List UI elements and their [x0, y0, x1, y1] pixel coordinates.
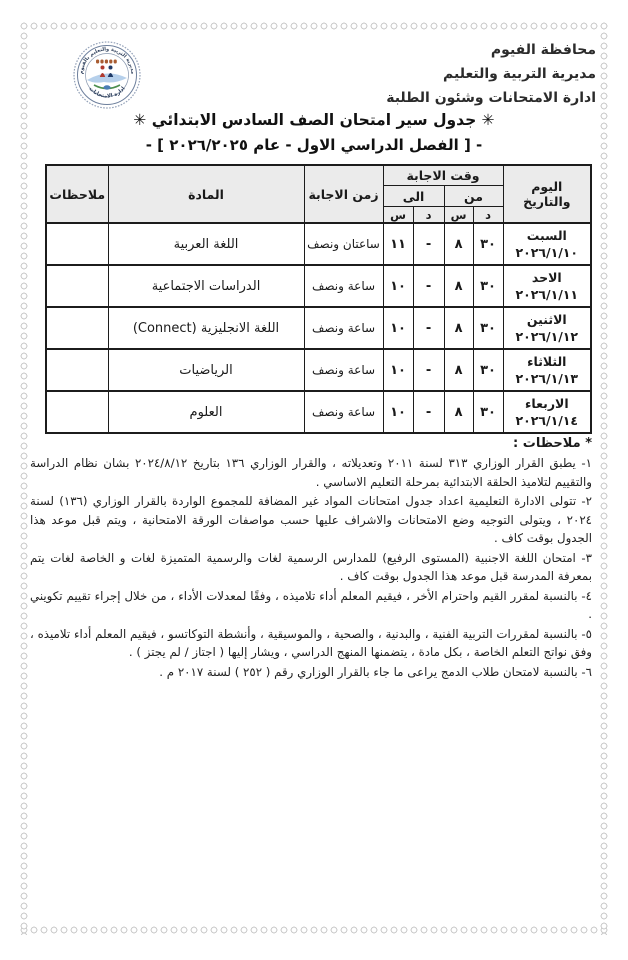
subject-cell: اللغة العربية: [108, 223, 304, 265]
day-cell: [503, 349, 591, 391]
duration-cell: ساعة ونصف: [304, 265, 383, 307]
from-header: من: [444, 186, 503, 207]
notes-heading: * ملاحظات :: [513, 436, 592, 451]
duration-cell: ساعة ونصف: [304, 391, 383, 433]
day-cell: [503, 391, 591, 433]
directorate-seal-icon: [72, 40, 142, 110]
to-minutes-cell: -: [413, 307, 444, 349]
to-minutes-header: د: [413, 207, 444, 224]
from-hours-header: س: [444, 207, 473, 224]
org-line-exams-admin: ادارة الامتحانات وشئون الطلبة: [386, 90, 596, 106]
col-notes-header: ملاحظات: [46, 165, 108, 223]
from-minutes-header: د: [473, 207, 503, 224]
seal-badge-icon: [103, 85, 110, 89]
note-cell: [46, 223, 108, 265]
note-cell: [46, 265, 108, 307]
stamp-border-left: [19, 21, 29, 935]
note-cell: [46, 391, 108, 433]
from-minutes-cell: ٣٠: [473, 349, 503, 391]
to-hours-cell: ١٠: [383, 391, 413, 433]
day-cell: [503, 307, 591, 349]
table-row: [46, 307, 591, 349]
seal-wing-icon: [87, 73, 127, 82]
day-date: ٢٠٢٦/١/١٠: [515, 245, 579, 260]
duration-cell: ساعة ونصف: [304, 349, 383, 391]
duration-cell: ساعتان ونصف: [304, 223, 383, 265]
org-header: [386, 38, 596, 110]
from-minutes-cell: ٣٠: [473, 307, 503, 349]
from-minutes-cell: ٣٠: [473, 391, 503, 433]
exam-schedule-table: [45, 164, 592, 434]
to-hours-cell: ١٠: [383, 265, 413, 307]
table-row: [46, 265, 591, 307]
to-hours-header: س: [383, 207, 413, 224]
day-date: ٢٠٢٦/١/١٢: [515, 329, 579, 344]
day-cell: [503, 265, 591, 307]
to-hours-cell: ١٠: [383, 307, 413, 349]
seal-bottom-text: ادارة الامتحانات: [87, 85, 127, 100]
from-hours-cell: ٨: [444, 307, 473, 349]
schedule-subtitle: - [ الفصل الدراسي الاول - عام ٢٠٢٦/٢٠٢٥ ] -: [145, 136, 483, 154]
note-item-5: ٥- بالنسبة لمقررات التربية الفنية ، والبدنية ، والصحية ، والموسيقية ، وأنشطة التوكاتسو ، فيقيم المعلم أداء تلاميذه ، وفق نواتج التعلم الخاصة ، بكل مادة ، يتضمنها المنهج الدراسي ، ويشار إليها ( اجتاز / لم يجتز ) .: [30, 626, 592, 659]
to-header: الى: [383, 186, 444, 207]
col-day-header: اليوم والتاريخ: [503, 165, 591, 223]
col-subject-header: المادة: [108, 165, 304, 223]
note-item-2: ٢- تتولى الادارة التعليمية اعداد جدول امتحانات المواد غير المضافة للمجموع الواردة بالقرار الوزاري (١٣٦) لسنة ٢٠٢٤ ، ويتولى التوجيه وضع الامتحانات والاشراف عليها حسب مواصفات الورقة الامتحانية ، ويتم قبل موعد هذا الجدول بوقت كاف .: [30, 494, 592, 545]
day-name: الاربعاء: [524, 396, 569, 411]
from-hours-cell: ٨: [444, 223, 473, 265]
day-name: الاثنين: [526, 312, 567, 327]
org-line-governorate: محافظة الفيوم: [490, 42, 596, 58]
to-hours-cell: ١١: [383, 223, 413, 265]
note-item-4: ٤- بالنسبة لمقرر القيم واحترام الأخر ، فيقيم المعلم أداء تلاميذه ، وفقًا لمعدلات الأداء ، من خلال إجراء تقييم تكويني .: [30, 588, 592, 621]
note-cell: [46, 307, 108, 349]
table-row: [46, 391, 591, 433]
schedule-title: ✳ جدول سير امتحان الصف السادس الابتدائي ✳: [133, 111, 495, 129]
note-cell: [46, 349, 108, 391]
subject-cell: الدراسات الاجتماعية: [108, 265, 304, 307]
day-date: ٢٠٢٦/١/١٤: [515, 413, 579, 428]
day-name: السبت: [526, 228, 567, 243]
duration-cell: ساعة ونصف: [304, 307, 383, 349]
to-minutes-cell: -: [413, 349, 444, 391]
from-minutes-cell: ٣٠: [473, 265, 503, 307]
seal-top-text: مديرية التربية والتعليم بالفيوم: [78, 46, 136, 75]
from-minutes-cell: ٣٠: [473, 223, 503, 265]
day-date: ٢٠٢٦/١/١٣: [515, 371, 579, 386]
from-hours-cell: ٨: [444, 349, 473, 391]
note-item-6: ٦- بالنسبة لامتحان طلاب الدمج يراعى ما جاء بالقرار الوزاري رقم ( ٢٥٢ ) لسنة ٢٠١٧ م .: [159, 664, 592, 679]
day-name: الاحد: [531, 270, 562, 285]
note-item-3: ٣- امتحان اللغة الاجنبية (المستوى الرفيع) للمدارس الرسمية لغات والرسمية المتميزة لغات و الخاصة لغات يتم بمعرفة المدرسة قبل موعد هذا الجدول بوقت كاف .: [30, 550, 592, 583]
to-hours-cell: ١٠: [383, 349, 413, 391]
note-item-1: ١- يطبق القرار الوزاري ٣١٣ لسنة ٢٠١١ وتعديلاته ، والقرار الوزاري ١٣٦ بتاريخ ٢٠٢٤/٨/١٢ بشان نظام الدراسة والتقييم لتلاميذ الحلقة الابتدائية بمرحلة التعليم الاساسي .: [30, 456, 592, 489]
seal-arches-icon: [96, 60, 117, 64]
table-row: [46, 349, 591, 391]
subject-cell: الرياضيات: [108, 349, 304, 391]
stamp-border-bottom: [19, 925, 609, 935]
subject-cell: العلوم: [108, 391, 304, 433]
to-minutes-cell: -: [413, 223, 444, 265]
day-cell: [503, 223, 591, 265]
day-name: الثلاثاء: [527, 354, 567, 369]
to-minutes-cell: -: [413, 391, 444, 433]
to-minutes-cell: -: [413, 265, 444, 307]
org-line-directorate: مديرية التربية والتعليم: [443, 66, 596, 82]
subject-cell: اللغة الانجليزية (Connect): [108, 307, 304, 349]
table-row: [46, 223, 591, 265]
col-duration-header: زمن الاجابة: [304, 165, 383, 223]
day-date: ٢٠٢٦/١/١١: [515, 287, 579, 302]
from-hours-cell: ٨: [444, 265, 473, 307]
stamp-border-right: [599, 21, 609, 935]
from-hours-cell: ٨: [444, 391, 473, 433]
col-time-header: وقت الاجابة: [383, 165, 503, 186]
stamp-border-top: [19, 21, 609, 31]
notes-section: [30, 436, 592, 682]
